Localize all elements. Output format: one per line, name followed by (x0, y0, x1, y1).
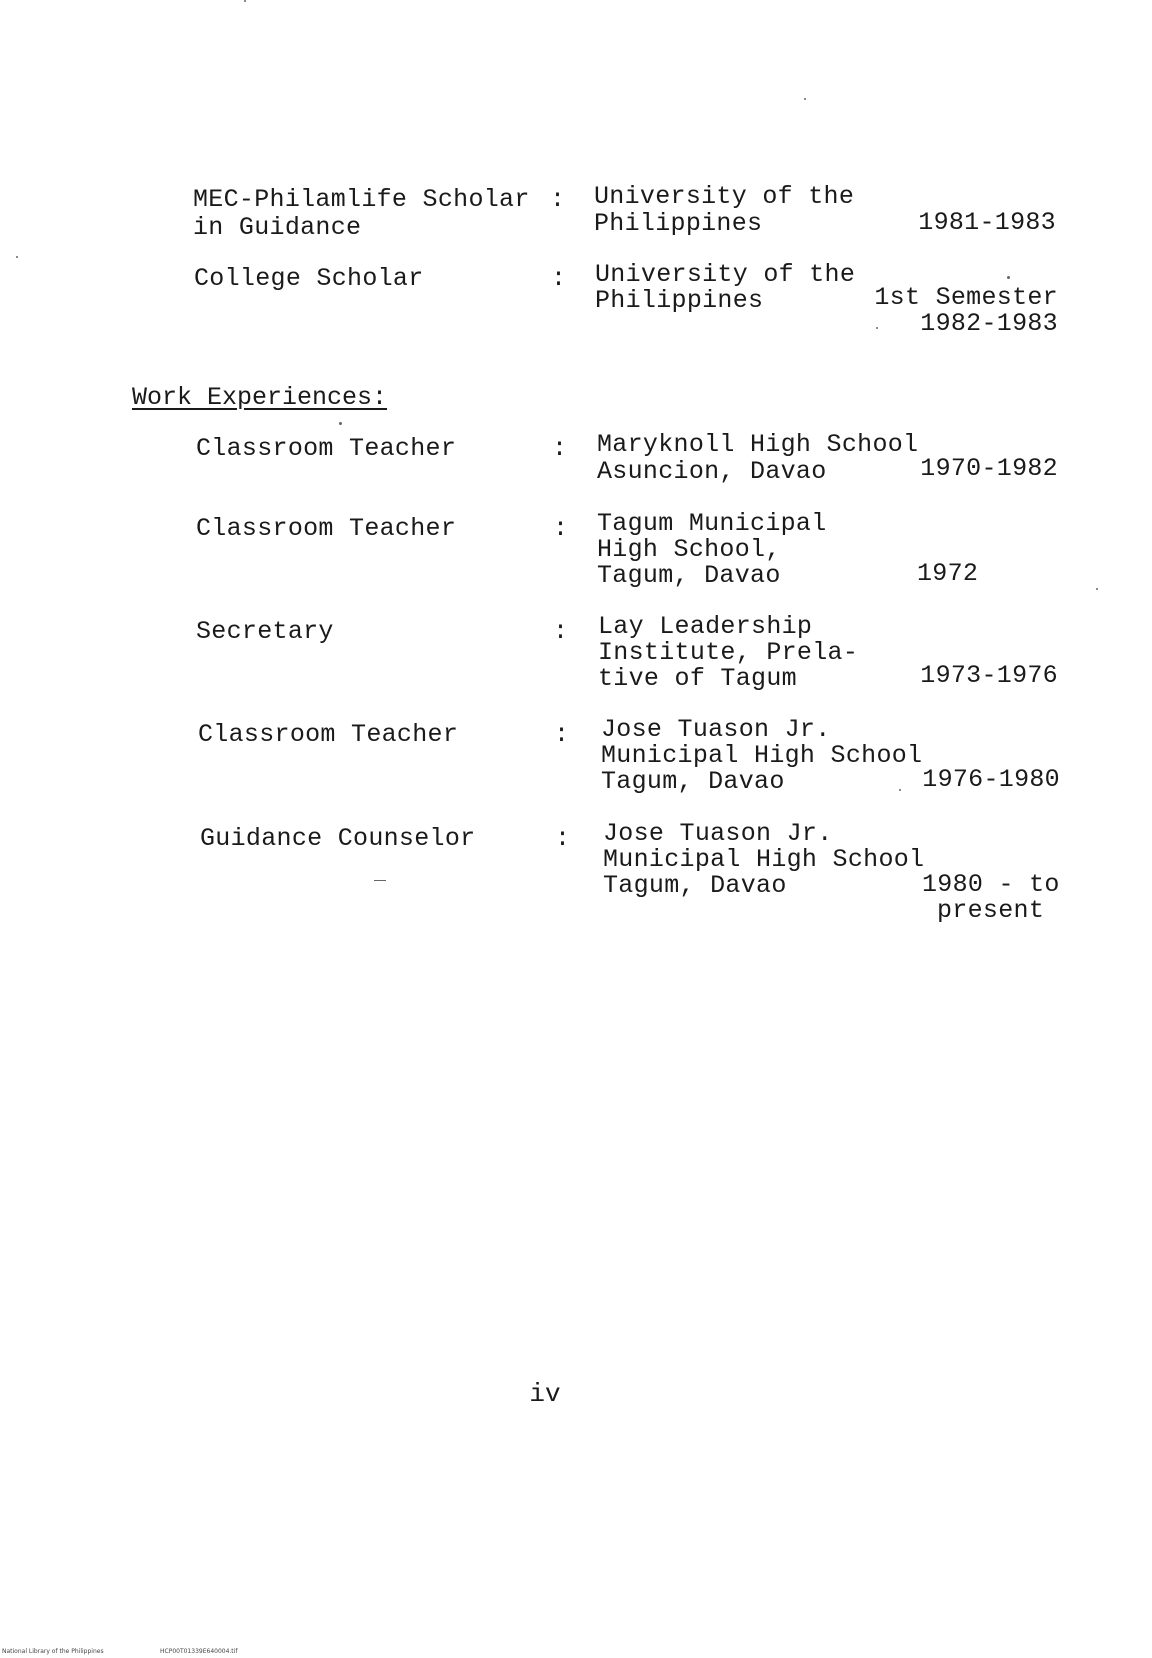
institution-line: Philippines (595, 286, 764, 315)
institution-line: Tagum, Davao (603, 871, 787, 900)
scholarship-title-line: MEC-Philamlife Scholar (193, 185, 530, 214)
institution-line: Philippines (594, 209, 763, 238)
institution-line: Lay Leadership (598, 612, 813, 641)
period-line: 1980 - to (922, 870, 1060, 899)
institution-line: Tagum, Davao (601, 767, 785, 796)
footer-library: National Library of the Philippines (2, 1648, 104, 1655)
institution-line: High School, (597, 535, 781, 564)
institution-line: Maryknoll High School (597, 430, 919, 459)
scan-speck (1096, 588, 1098, 590)
work-experiences-heading: Work Experiences: (132, 383, 388, 412)
scan-speck (1007, 276, 1010, 279)
period-line: 1976-1980 (922, 765, 1060, 794)
scan-speck (899, 789, 901, 791)
scan-speck (244, 0, 246, 2)
period-line: 1st Semester (874, 283, 1058, 312)
institution-line: Asuncion, Davao (597, 457, 827, 486)
colon: : (553, 617, 569, 646)
work-title: Guidance Counselor (200, 824, 476, 853)
period-line: present (937, 896, 1045, 925)
colon: : (552, 434, 568, 463)
colon: : (550, 185, 566, 214)
work-title: Classroom Teacher (198, 720, 459, 749)
institution-line: University of the (595, 260, 856, 289)
institution-line: tive of Tagum (598, 664, 797, 693)
institution-line: Tagum, Davao (597, 561, 781, 590)
period-line: 1972 (917, 559, 979, 588)
colon: : (553, 514, 569, 543)
colon: : (554, 720, 570, 749)
scan-speck (16, 256, 18, 258)
institution-line: Municipal High School (603, 845, 925, 874)
institution-line: Municipal High School (601, 741, 923, 770)
scholarship-title-line: College Scholar (194, 264, 424, 293)
period-line: 1970-1982 (920, 454, 1058, 483)
colon: : (551, 264, 567, 293)
footer-code: HCP00T01339E640004.tif (160, 1648, 238, 1655)
work-title: Classroom Teacher (196, 434, 457, 463)
page-number: iv (529, 1379, 561, 1409)
scan-speck (804, 98, 806, 100)
institution-line: Jose Tuason Jr. (601, 715, 831, 744)
institution-line: Institute, Prela- (598, 638, 859, 667)
institution-line: University of the (594, 182, 855, 211)
colon: : (555, 824, 571, 853)
work-title: Classroom Teacher (196, 514, 457, 543)
scholarship-title-line: in Guidance (193, 213, 362, 242)
institution-line: Tagum Municipal (597, 509, 827, 538)
scan-speck (374, 880, 386, 881)
scan-speck (876, 327, 878, 329)
work-title: Secretary (196, 617, 334, 646)
period-line: 1981-1983 (918, 208, 1056, 237)
institution-line: Jose Tuason Jr. (603, 819, 833, 848)
period-line: 1973-1976 (920, 661, 1058, 690)
scan-speck (339, 422, 342, 425)
period-line: 1982-1983 (920, 309, 1058, 338)
